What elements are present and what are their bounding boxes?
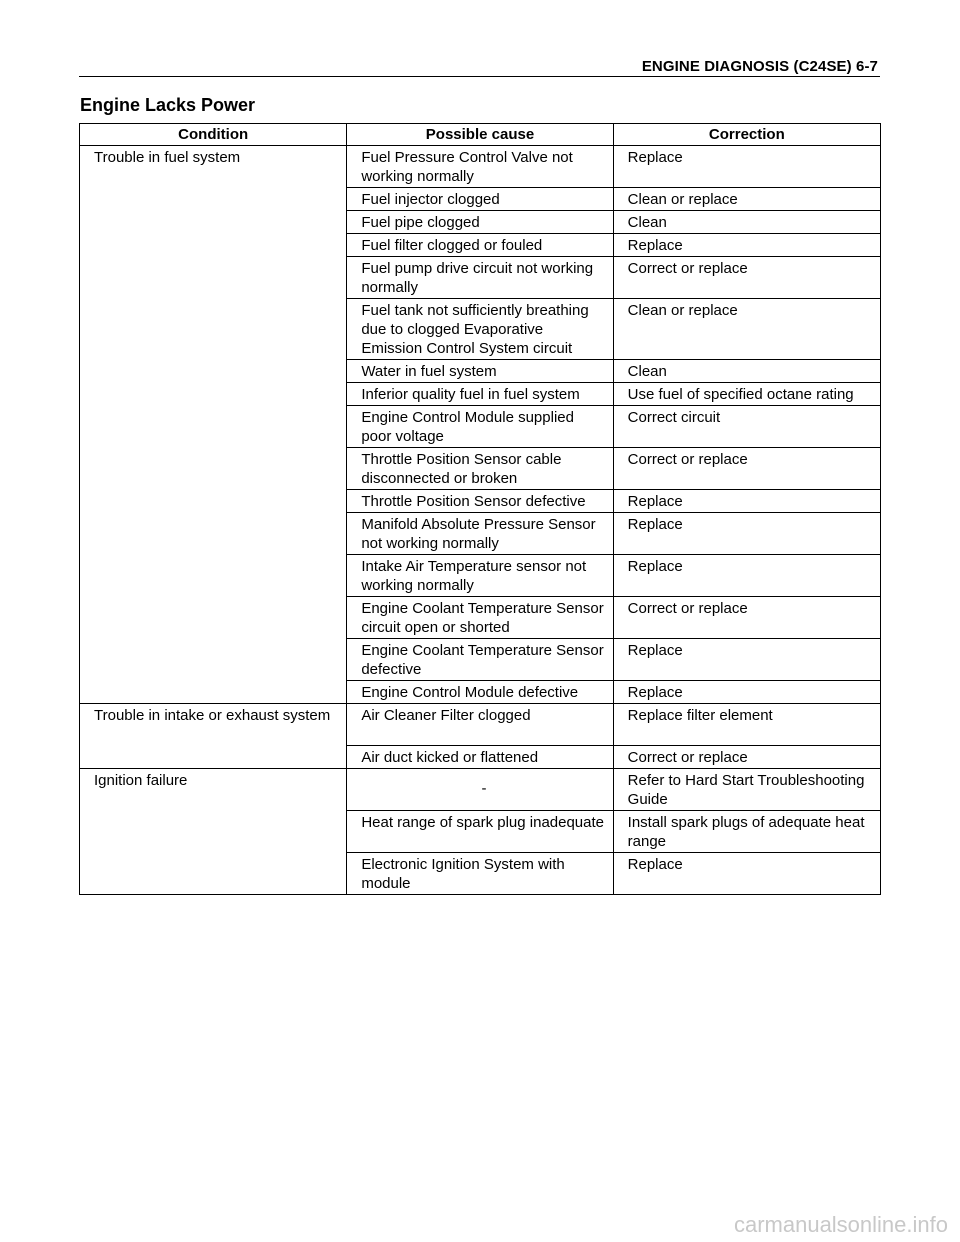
cause-cell: - <box>347 769 613 811</box>
correction-cell: Correct or replace <box>613 597 880 639</box>
cause-cell: Heat range of spark plug inadequate <box>347 811 613 853</box>
correction-cell: Correct or replace <box>613 746 880 769</box>
correction-cell: Clean or replace <box>613 188 880 211</box>
cause-cell: Air duct kicked or flattened <box>347 746 613 769</box>
correction-cell: Replace <box>613 681 880 704</box>
correction-cell: Replace <box>613 513 880 555</box>
correction-cell: Refer to Hard Start Troubleshooting Guide <box>613 769 880 811</box>
cause-cell: Engine Control Module supplied poor voltage <box>347 406 613 448</box>
condition-cell: Trouble in fuel system <box>80 146 347 704</box>
correction-cell: Clean <box>613 360 880 383</box>
cause-cell: Fuel filter clogged or fouled <box>347 234 613 257</box>
cause-cell: Inferior quality fuel in fuel system <box>347 383 613 406</box>
table-header-row <box>80 124 881 146</box>
cause-cell: Engine Control Module defective <box>347 681 613 704</box>
correction-cell: Correct or replace <box>613 448 880 490</box>
correction-cell: Replace <box>613 639 880 681</box>
header-text: ENGINE DIAGNOSIS (C24SE) 6-7 <box>641 58 878 75</box>
watermark-text: carmanualsonline.info <box>733 1212 948 1237</box>
cause-cell: Fuel pipe clogged <box>347 211 613 234</box>
cause-cell: Throttle Position Sensor defective <box>347 490 613 513</box>
condition-cell: Ignition failure <box>80 769 347 895</box>
correction-cell: Replace filter element <box>613 704 880 746</box>
correction-cell: Correct or replace <box>613 257 880 299</box>
cause-cell: Throttle Position Sensor cable disconnected or broken <box>347 448 613 490</box>
correction-cell: Replace <box>613 555 880 597</box>
correction-cell: Replace <box>613 234 880 257</box>
cause-cell: Fuel tank not sufficiently breathing due to clogged Evaporative Emission Control System circuit <box>347 299 613 360</box>
diagnosis-table <box>79 123 881 895</box>
correction-cell: Replace <box>613 490 880 513</box>
correction-cell: Install spark plugs of adequate heat range <box>613 811 880 853</box>
cause-cell: Air Cleaner Filter clogged <box>347 704 613 746</box>
header-condition: Condition <box>80 124 347 146</box>
correction-cell: Use fuel of specified octane rating <box>613 383 880 406</box>
correction-cell: Replace <box>613 853 880 895</box>
cause-cell: Fuel pump drive circuit not working normally <box>347 257 613 299</box>
cause-cell: Intake Air Temperature sensor not working normally <box>347 555 613 597</box>
section-title: Engine Lacks Power <box>80 95 256 115</box>
cause-cell: Electronic Ignition System with module <box>347 853 613 895</box>
correction-cell: Correct circuit <box>613 406 880 448</box>
cause-cell: Engine Coolant Temperature Sensor circuit open or shorted <box>347 597 613 639</box>
table-row <box>80 704 881 746</box>
table-row <box>80 769 881 811</box>
condition-cell: Trouble in intake or exhaust system <box>80 704 347 769</box>
cause-cell: Engine Coolant Temperature Sensor defective <box>347 639 613 681</box>
cause-cell: Fuel injector clogged <box>347 188 613 211</box>
cause-cell: Water in fuel system <box>347 360 613 383</box>
page-header <box>79 58 880 77</box>
table-row <box>80 146 881 188</box>
header-correction: Correction <box>613 124 880 146</box>
header-possible-cause: Possible cause <box>347 124 613 146</box>
cause-cell: Manifold Absolute Pressure Sensor not working normally <box>347 513 613 555</box>
correction-cell: Clean or replace <box>613 299 880 360</box>
cause-cell: Fuel Pressure Control Valve not working normally <box>347 146 613 188</box>
correction-cell: Replace <box>613 146 880 188</box>
correction-cell: Clean <box>613 211 880 234</box>
